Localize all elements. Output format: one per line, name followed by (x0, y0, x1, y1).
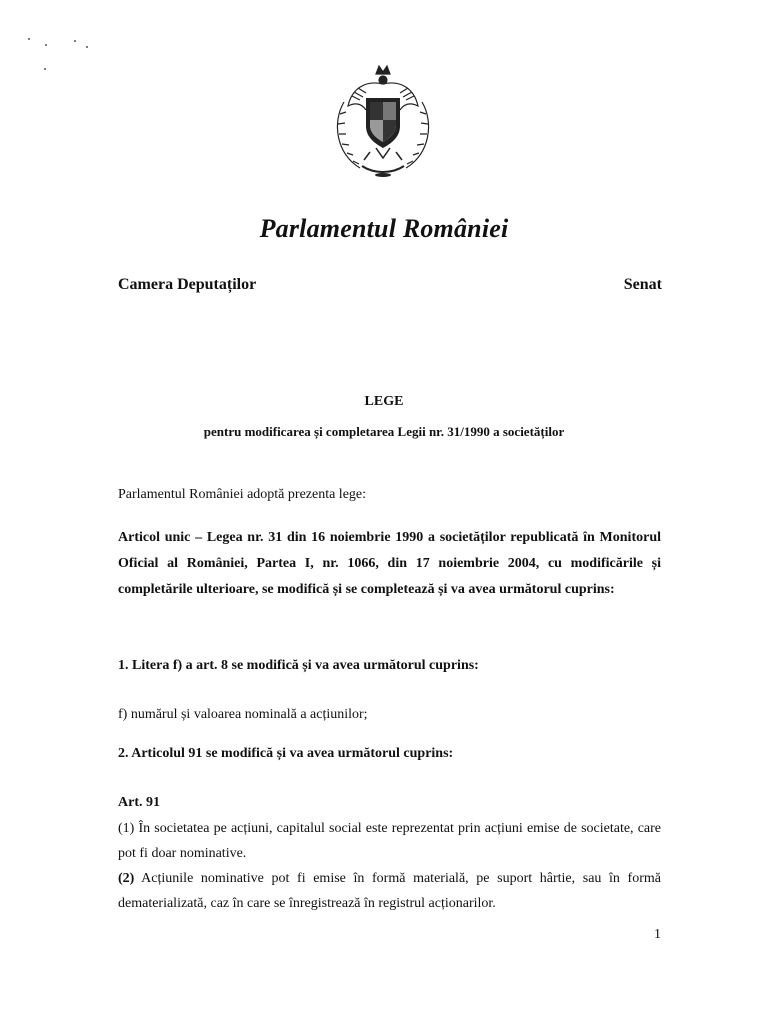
romanian-parliament-coat-of-arms-icon (326, 62, 440, 180)
law-heading: LEGE (364, 394, 404, 409)
paragraph-1-text: În societatea pe acțiuni, capitalul social este reprezentat prin acțiuni emise de societate, care pot fi doar nominative. (118, 821, 661, 861)
point-1-text: f) numărul și valoarea nominală a acțiunilor; (118, 707, 368, 722)
chamber-deputies: Camera Deputaților (118, 276, 257, 293)
scan-speck (28, 38, 30, 40)
paragraph-2-text: Acțiunile nominative pot fi emise în formă materială, pe suport hârtie, sau în formă dematerializată, caz în care se înregistrează în registrul acționarilor. (118, 871, 661, 911)
law-subtitle: pentru modificarea și completarea Legii nr. 31/1990 a societăților (203, 424, 565, 439)
page-number: 1 (654, 927, 661, 942)
document-title: Parlamentul României (259, 214, 509, 243)
scan-specks (28, 34, 98, 74)
scan-speck (44, 68, 46, 70)
paragraph-1-label: (1) (118, 821, 135, 836)
article-91-paragraph-2 (118, 866, 661, 916)
scan-speck (86, 46, 88, 48)
adoption-statement: Parlamentul României adoptă prezenta lege: (118, 487, 367, 502)
paragraph-2-label: (2) (118, 871, 135, 886)
article-91-paragraph-1 (118, 816, 661, 866)
article-91-block (118, 790, 661, 916)
chamber-senate: Senat (623, 276, 662, 293)
scan-speck (45, 44, 47, 46)
scan-speck (74, 40, 76, 42)
article-91-title: Art. 91 (118, 795, 160, 810)
point-2-heading: 2. Articolul 91 se modifică și va avea următorul cuprins: (118, 746, 454, 761)
point-1-heading: 1. Litera f) a art. 8 se modifică și va avea următorul cuprins: (118, 658, 479, 673)
article-unique: Articol unic – Legea nr. 31 din 16 noiembrie 1990 a societăților republicată în Monitorul Oficial al României, Partea I, nr. 1066, din 17 noiembrie 2004, cu modificările și completările ulterioare, se modifică și se completează și va avea următorul cuprins: (118, 530, 661, 597)
